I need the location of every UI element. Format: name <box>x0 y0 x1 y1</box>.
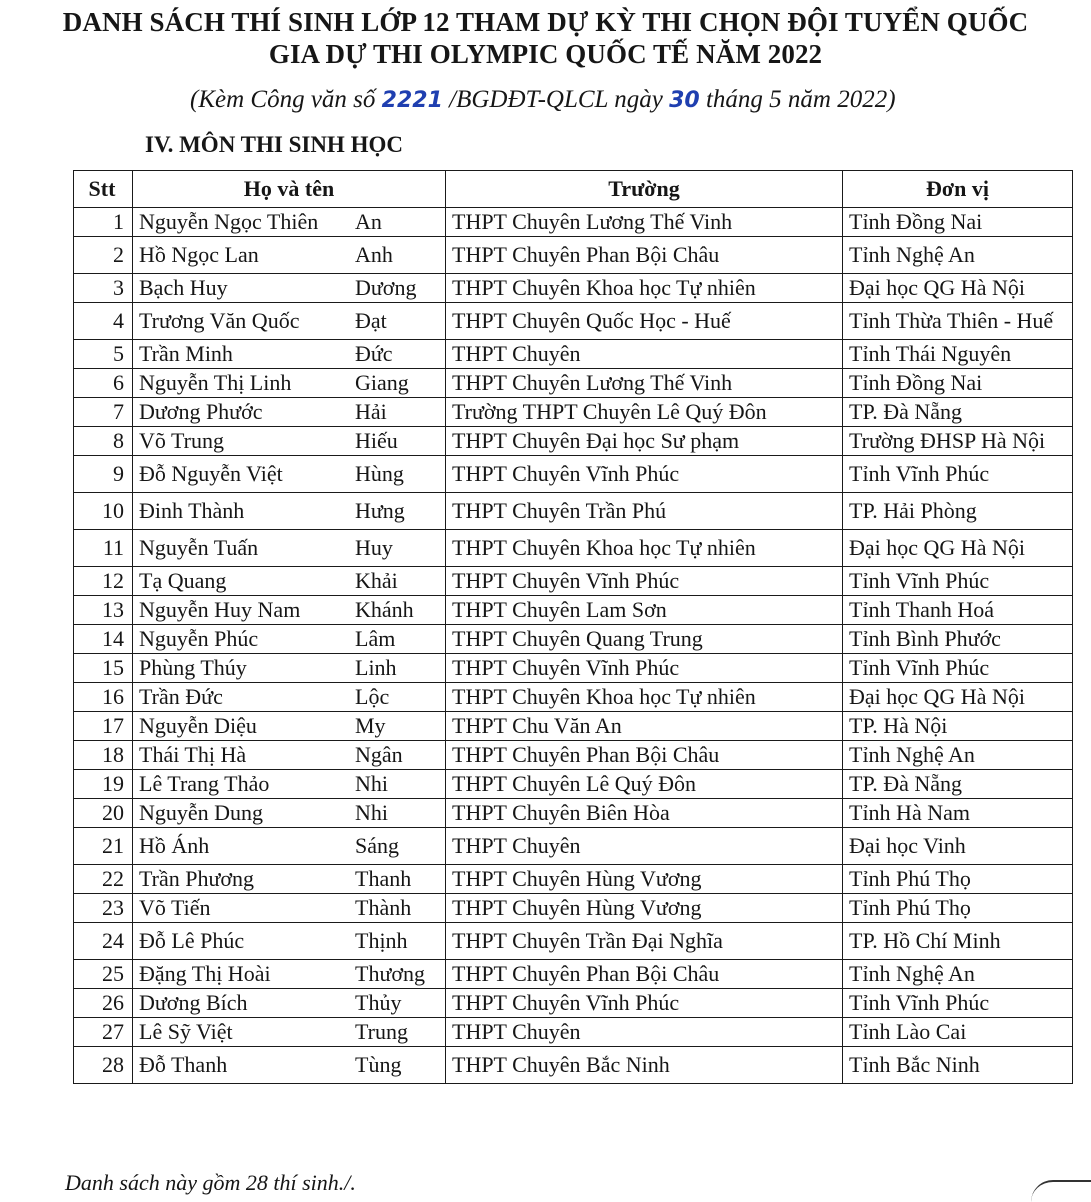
handwritten-doc-number: 2221 <box>381 88 443 113</box>
cell-unit: Tỉnh Vĩnh Phúc <box>843 989 1073 1018</box>
table-header-row <box>74 171 1073 208</box>
cell-name <box>133 303 446 340</box>
cell-name <box>133 828 446 865</box>
cell-given-name: Đức <box>355 341 393 366</box>
cell-family-name: Đặng Thị Hoài <box>139 961 271 986</box>
cell-stt: 11 <box>74 530 133 567</box>
cell-unit: Tỉnh Phú Thọ <box>843 894 1073 923</box>
cell-name <box>133 741 446 770</box>
cell-stt: 16 <box>74 683 133 712</box>
cell-name <box>133 654 446 683</box>
cell-family-name: Phùng Thúy <box>139 655 247 680</box>
cell-school: THPT Chuyên Quang Trung <box>446 625 843 654</box>
table-row <box>74 274 1073 303</box>
cell-school: THPT Chuyên Lê Quý Đôn <box>446 770 843 799</box>
cell-given-name: Lâm <box>355 626 396 651</box>
cell-stt: 22 <box>74 865 133 894</box>
cell-stt: 28 <box>74 1047 133 1084</box>
table-row <box>74 625 1073 654</box>
cell-school: THPT Chuyên Khoa học Tự nhiên <box>446 530 843 567</box>
table-row <box>74 865 1073 894</box>
cell-name <box>133 625 446 654</box>
cell-unit: TP. Đà Nẵng <box>843 770 1073 799</box>
cell-stt: 12 <box>74 567 133 596</box>
cell-stt: 20 <box>74 799 133 828</box>
cell-family-name: Đỗ Lê Phúc <box>139 928 245 953</box>
subtitle-suffix: tháng 5 năm 2022) <box>699 86 896 113</box>
cell-family-name: Võ Trung <box>139 428 224 453</box>
cell-school: THPT Chuyên Biên Hòa <box>446 799 843 828</box>
cell-name <box>133 1018 446 1047</box>
cell-unit: Tỉnh Thanh Hoá <box>843 596 1073 625</box>
cell-name <box>133 567 446 596</box>
cell-given-name: Thịnh <box>355 928 408 953</box>
cell-school: THPT Chuyên Vĩnh Phúc <box>446 456 843 493</box>
cell-given-name: Dương <box>355 275 417 300</box>
cell-name <box>133 799 446 828</box>
cell-family-name: Nguyễn Diệu <box>139 713 257 738</box>
cell-given-name: My <box>355 713 386 738</box>
cell-unit: Tỉnh Vĩnh Phúc <box>843 567 1073 596</box>
table-row <box>74 398 1073 427</box>
cell-name <box>133 530 446 567</box>
cell-school: THPT Chuyên Bắc Ninh <box>446 1047 843 1084</box>
cell-unit: TP. Đà Nẵng <box>843 398 1073 427</box>
cell-given-name: Linh <box>355 655 397 680</box>
subtitle-middle: /BGDĐT-QLCL ngày <box>442 86 670 113</box>
cell-family-name: Nguyễn Dung <box>139 800 264 825</box>
table-row <box>74 208 1073 237</box>
cell-name <box>133 596 446 625</box>
cell-school: THPT Chuyên <box>446 340 843 369</box>
section-heading: IV. MÔN THI SINH HỌC <box>145 132 403 157</box>
cell-given-name: Huy <box>355 535 393 560</box>
table-row <box>74 369 1073 398</box>
cell-school: THPT Chuyên Hùng Vương <box>446 865 843 894</box>
cell-stt: 26 <box>74 989 133 1018</box>
table-row <box>74 530 1073 567</box>
cell-family-name: Nguyễn Thị Linh <box>139 370 292 395</box>
table-row <box>74 654 1073 683</box>
cell-school: THPT Chuyên Phan Bội Châu <box>446 237 843 274</box>
cell-school: THPT Chuyên Đại học Sư phạm <box>446 427 843 456</box>
table-row <box>74 340 1073 369</box>
cell-given-name: Khánh <box>355 597 414 622</box>
cell-school: THPT Chuyên Khoa học Tự nhiên <box>446 274 843 303</box>
table-row <box>74 712 1073 741</box>
cell-school: THPT Chuyên <box>446 828 843 865</box>
cell-stt: 25 <box>74 960 133 989</box>
cell-school: THPT Chuyên Trần Đại Nghĩa <box>446 923 843 960</box>
cell-family-name: Đinh Thành <box>139 498 245 523</box>
candidate-table <box>73 170 1073 1084</box>
cell-stt: 18 <box>74 741 133 770</box>
cell-family-name: Bạch Huy <box>139 275 228 300</box>
cell-stt: 13 <box>74 596 133 625</box>
cell-given-name: Thủy <box>355 990 402 1015</box>
cell-stt: 19 <box>74 770 133 799</box>
col-header-unit: Đơn vị <box>843 171 1073 208</box>
cell-school: THPT Chuyên Quốc Học - Huế <box>446 303 843 340</box>
cell-family-name: Đỗ Nguyễn Việt <box>139 461 283 486</box>
cell-unit: Đại học QG Hà Nội <box>843 530 1073 567</box>
cell-name <box>133 1047 446 1084</box>
table-row <box>74 741 1073 770</box>
cell-name <box>133 398 446 427</box>
cell-name <box>133 340 446 369</box>
table-row <box>74 894 1073 923</box>
cell-unit: Tỉnh Vĩnh Phúc <box>843 654 1073 683</box>
cell-school: THPT Chuyên Phan Bội Châu <box>446 741 843 770</box>
cell-unit: Tỉnh Thừa Thiên - Huế <box>843 303 1073 340</box>
cell-family-name: Lê Trang Thảo <box>139 771 270 796</box>
cell-school: THPT Chu Văn An <box>446 712 843 741</box>
title-line-2: GIA DỰ THI OLYMPIC QUỐC TẾ NĂM 2022 <box>268 39 823 69</box>
cell-given-name: Nhi <box>355 771 388 796</box>
table-row <box>74 596 1073 625</box>
cell-unit: TP. Hà Nội <box>843 712 1073 741</box>
handwritten-day: 30 <box>669 88 700 113</box>
cell-family-name: Hồ Ngọc Lan <box>139 242 259 267</box>
cell-school: THPT Chuyên Vĩnh Phúc <box>446 654 843 683</box>
cell-given-name: Nhi <box>355 800 388 825</box>
cell-given-name: Thương <box>355 961 425 986</box>
cell-given-name: Sáng <box>355 833 399 858</box>
cell-family-name: Dương Bích <box>139 990 248 1015</box>
cell-family-name: Nguyễn Tuấn <box>139 535 259 560</box>
cell-name <box>133 923 446 960</box>
cell-stt: 2 <box>74 237 133 274</box>
cell-given-name: An <box>355 209 382 234</box>
table-row <box>74 828 1073 865</box>
cell-unit: Tỉnh Phú Thọ <box>843 865 1073 894</box>
cell-name <box>133 960 446 989</box>
cell-school: THPT Chuyên Vĩnh Phúc <box>446 567 843 596</box>
cell-stt: 7 <box>74 398 133 427</box>
cell-school: THPT Chuyên Khoa học Tự nhiên <box>446 683 843 712</box>
cell-family-name: Thái Thị Hà <box>139 742 247 767</box>
cell-stt: 9 <box>74 456 133 493</box>
cell-unit: Tỉnh Vĩnh Phúc <box>843 456 1073 493</box>
table-body <box>74 208 1073 1084</box>
cell-family-name: Hồ Ánh <box>139 833 210 858</box>
table-row <box>74 456 1073 493</box>
table-row <box>74 427 1073 456</box>
cell-stt: 14 <box>74 625 133 654</box>
subtitle-prefix: (Kèm Công văn số <box>190 86 382 113</box>
cell-stt: 21 <box>74 828 133 865</box>
cell-school: THPT Chuyên Lam Sơn <box>446 596 843 625</box>
cell-family-name: Tạ Quang <box>139 568 227 593</box>
cell-given-name: Giang <box>355 370 409 395</box>
cell-school: THPT Chuyên Vĩnh Phúc <box>446 989 843 1018</box>
table-row <box>74 1018 1073 1047</box>
cell-unit: Đại học QG Hà Nội <box>843 274 1073 303</box>
cell-name <box>133 770 446 799</box>
cell-stt: 15 <box>74 654 133 683</box>
cell-name <box>133 274 446 303</box>
cell-family-name: Lê Sỹ Việt <box>139 1019 233 1044</box>
cell-unit: Tỉnh Bình Phước <box>843 625 1073 654</box>
cell-stt: 8 <box>74 427 133 456</box>
table-row <box>74 799 1073 828</box>
cell-unit: Đại học QG Hà Nội <box>843 683 1073 712</box>
cell-name <box>133 493 446 530</box>
cell-given-name: Lộc <box>355 684 390 709</box>
table-row <box>74 989 1073 1018</box>
document-title <box>0 6 1091 70</box>
cell-given-name: Hùng <box>355 461 404 486</box>
cell-school: THPT Chuyên Hùng Vương <box>446 894 843 923</box>
cell-stt: 5 <box>74 340 133 369</box>
cell-school: THPT Chuyên Trần Phú <box>446 493 843 530</box>
cell-unit: Tỉnh Hà Nam <box>843 799 1073 828</box>
cell-unit: Đại học Vinh <box>843 828 1073 865</box>
cell-name <box>133 208 446 237</box>
cell-given-name: Thanh <box>355 866 412 891</box>
cell-given-name: Khải <box>355 568 398 593</box>
cell-name <box>133 712 446 741</box>
cell-stt: 3 <box>74 274 133 303</box>
table-row <box>74 303 1073 340</box>
cell-given-name: Anh <box>355 242 393 267</box>
cell-name <box>133 369 446 398</box>
cell-family-name: Nguyễn Huy Nam <box>139 597 301 622</box>
table-row <box>74 683 1073 712</box>
cell-unit: Tỉnh Nghệ An <box>843 741 1073 770</box>
cell-given-name: Thành <box>355 895 412 920</box>
cell-name <box>133 894 446 923</box>
table-row <box>74 567 1073 596</box>
cell-family-name: Trần Minh <box>139 341 233 366</box>
title-line-1: DANH SÁCH THÍ SINH LỚP 12 THAM DỰ KỲ THI CHỌN ĐỘI TUYỂN QUỐC <box>62 7 1029 37</box>
cell-stt: 24 <box>74 923 133 960</box>
table-row <box>74 1047 1073 1084</box>
cell-given-name: Tùng <box>355 1052 402 1077</box>
cell-unit: TP. Hồ Chí Minh <box>843 923 1073 960</box>
cell-family-name: Đỗ Thanh <box>139 1052 228 1077</box>
cell-unit: Trường ĐHSP Hà Nội <box>843 427 1073 456</box>
cell-family-name: Dương Phước <box>139 399 263 424</box>
cell-given-name: Hưng <box>355 498 405 523</box>
cell-name <box>133 683 446 712</box>
cell-stt: 27 <box>74 1018 133 1047</box>
cell-unit: Tỉnh Nghệ An <box>843 960 1073 989</box>
cell-given-name: Trung <box>355 1019 408 1044</box>
cell-school: Trường THPT Chuyên Lê Quý Đôn <box>446 398 843 427</box>
signature-stroke <box>1031 1180 1091 1202</box>
cell-family-name: Trần Phương <box>139 866 255 891</box>
cell-given-name: Đạt <box>355 308 387 333</box>
cell-given-name: Hiếu <box>355 428 398 453</box>
cell-school: THPT Chuyên <box>446 1018 843 1047</box>
cell-school: THPT Chuyên Phan Bội Châu <box>446 960 843 989</box>
cell-stt: 6 <box>74 369 133 398</box>
cell-unit: Tỉnh Nghệ An <box>843 237 1073 274</box>
cell-unit: Tỉnh Thái Nguyên <box>843 340 1073 369</box>
cell-name <box>133 237 446 274</box>
cell-unit: Tỉnh Bắc Ninh <box>843 1047 1073 1084</box>
cell-school: THPT Chuyên Lương Thế Vinh <box>446 369 843 398</box>
footer-note: Danh sách này gồm 28 thí sinh./. <box>65 1170 356 1195</box>
table-row <box>74 960 1073 989</box>
col-header-name: Họ và tên <box>133 171 446 208</box>
document-subtitle <box>190 86 896 114</box>
cell-family-name: Trương Văn Quốc <box>139 308 300 333</box>
cell-unit: Tỉnh Lào Cai <box>843 1018 1073 1047</box>
cell-family-name: Trần Đức <box>139 684 223 709</box>
cell-stt: 17 <box>74 712 133 741</box>
cell-school: THPT Chuyên Lương Thế Vinh <box>446 208 843 237</box>
cell-unit: TP. Hải Phòng <box>843 493 1073 530</box>
col-header-school: Trường <box>446 171 843 208</box>
cell-family-name: Võ Tiến <box>139 895 211 920</box>
cell-family-name: Nguyễn Phúc <box>139 626 259 651</box>
table-row <box>74 923 1073 960</box>
cell-name <box>133 989 446 1018</box>
table-row <box>74 770 1073 799</box>
cell-family-name: Nguyễn Ngọc Thiên <box>139 209 319 234</box>
cell-name <box>133 865 446 894</box>
col-header-stt: Stt <box>74 171 133 208</box>
cell-name <box>133 456 446 493</box>
cell-unit: Tỉnh Đồng Nai <box>843 208 1073 237</box>
cell-name <box>133 427 446 456</box>
cell-stt: 10 <box>74 493 133 530</box>
cell-stt: 23 <box>74 894 133 923</box>
cell-stt: 1 <box>74 208 133 237</box>
cell-unit: Tỉnh Đồng Nai <box>843 369 1073 398</box>
cell-given-name: Ngân <box>355 742 403 767</box>
cell-given-name: Hải <box>355 399 387 424</box>
cell-stt: 4 <box>74 303 133 340</box>
table-row <box>74 493 1073 530</box>
table-row <box>74 237 1073 274</box>
